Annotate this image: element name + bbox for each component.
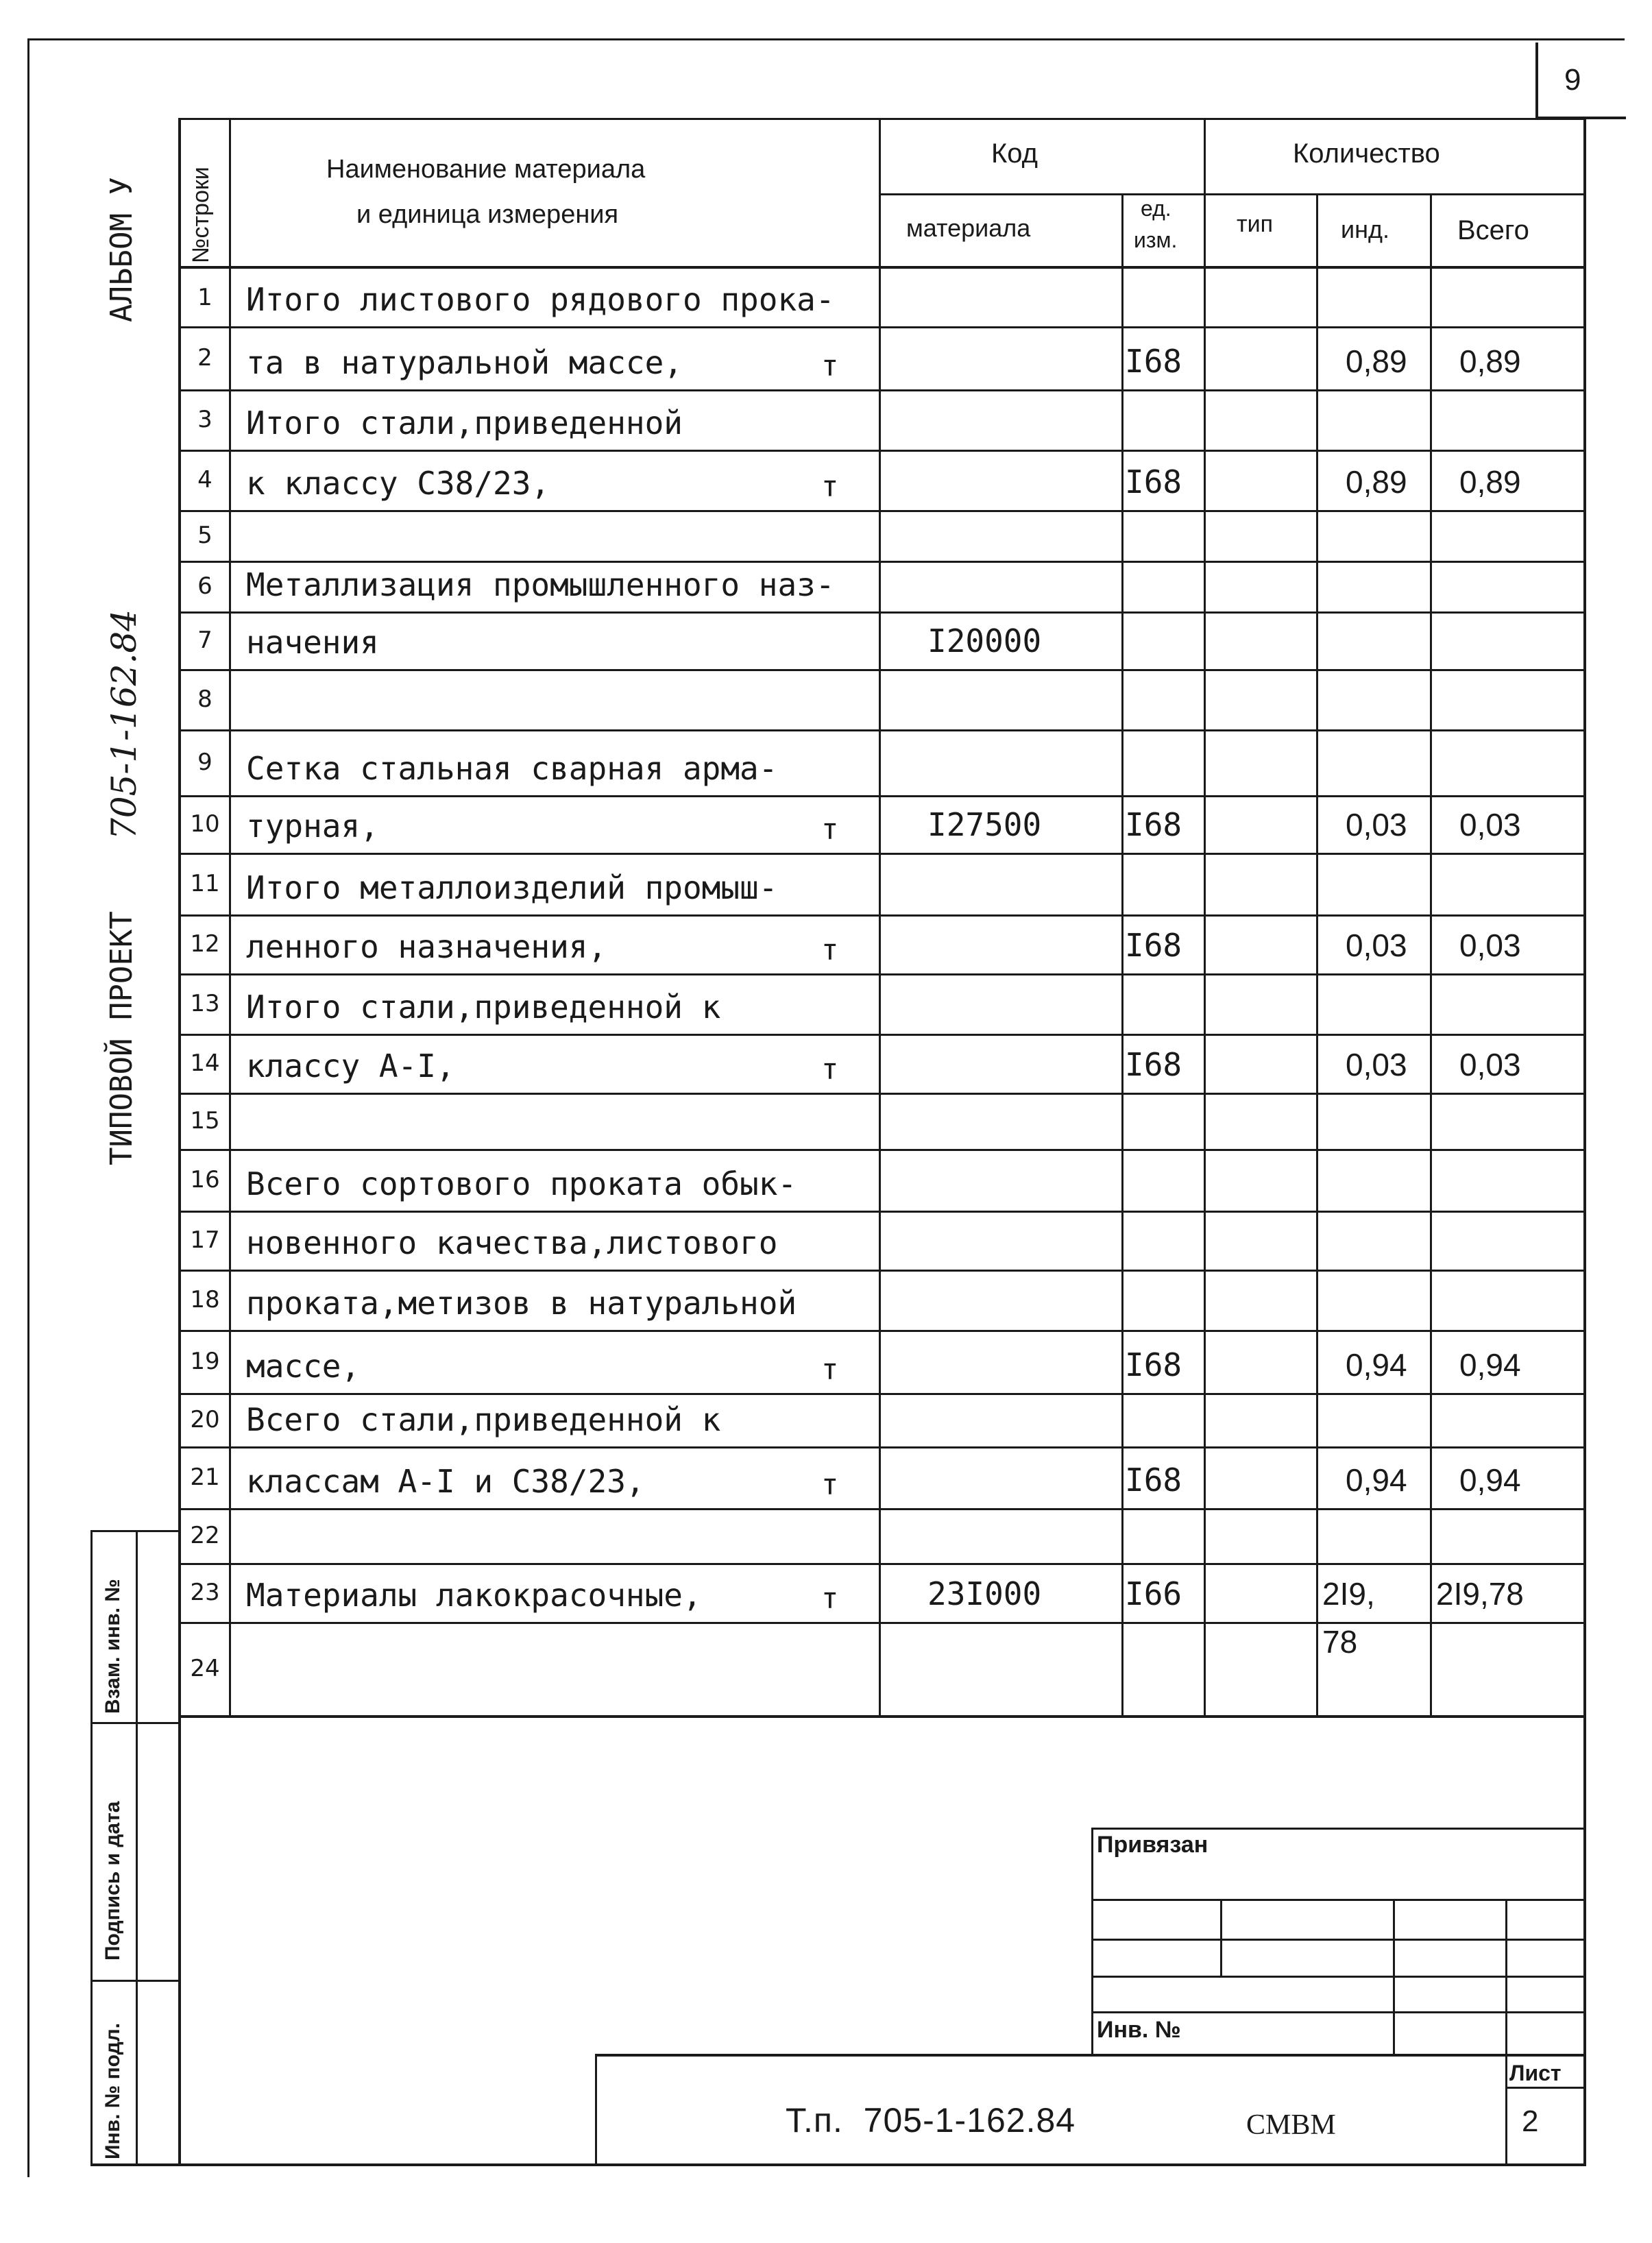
header-row-no: №строки	[188, 167, 214, 263]
unit-code: I68	[1125, 1346, 1182, 1383]
tb-v3	[1505, 1899, 1507, 2055]
tb-h3	[1091, 1976, 1585, 1978]
qty-total: 0,94	[1459, 1347, 1521, 1383]
row-number: 10	[190, 810, 220, 838]
qty-ind: 2I9,	[1322, 1576, 1375, 1612]
header-unit-line1: ед.	[1141, 196, 1171, 221]
table-row-line	[178, 510, 1585, 512]
table-row-line	[178, 1508, 1585, 1510]
tb-h2	[1091, 1939, 1585, 1941]
material-name: массе,	[246, 1348, 361, 1385]
list-label: Лист	[1509, 2061, 1562, 2085]
row-number: 5	[197, 522, 212, 549]
stamp-col-right	[136, 1530, 138, 2166]
material-name: начения	[246, 624, 379, 661]
material-name: Итого металлоизделий промыш-	[246, 869, 778, 906]
album-label: АЛЬБОМ У	[104, 177, 139, 322]
unit-t: т	[821, 1468, 839, 1501]
qty-total: 0,89	[1459, 464, 1521, 500]
tb-list-div	[1505, 2087, 1585, 2089]
qty-total: 0,03	[1459, 807, 1521, 842]
row-number: 21	[190, 1464, 220, 1491]
material-name: Металлизация промышленного наз-	[246, 566, 835, 603]
material-name: ленного назначения,	[246, 928, 607, 965]
tb-main-top	[595, 2054, 1585, 2057]
qty-ind: 0,89	[1346, 464, 1407, 500]
unit-t: т	[821, 349, 839, 383]
page-number: 9	[1564, 63, 1581, 97]
row-number: 11	[190, 870, 220, 897]
row-number: 18	[190, 1286, 220, 1313]
qty-total: 2I9,78	[1436, 1576, 1524, 1612]
qty-ind: 0,94	[1346, 1462, 1407, 1498]
qty-total: 0,89	[1459, 343, 1521, 379]
qty-total: 0,03	[1459, 1047, 1521, 1082]
unit-t: т	[821, 1052, 839, 1086]
row-number: 23	[190, 1579, 220, 1606]
stamp-col-top	[90, 1530, 180, 1532]
table-row-line	[178, 1093, 1585, 1095]
table-row-line	[178, 611, 1585, 614]
row-number: 9	[197, 749, 212, 776]
header-material: материала	[906, 214, 1031, 242]
header-vsego: Всего	[1457, 215, 1529, 245]
tbl-h-top	[178, 118, 1585, 120]
row-number: 15	[190, 1107, 220, 1135]
material-name: турная,	[246, 808, 379, 845]
material-name: Итого стали,приведенной к	[246, 989, 721, 1026]
row-number: 8	[197, 686, 212, 713]
doc-code: Т.п. 705-1-162.84	[786, 2101, 1076, 2139]
unit-code: I66	[1125, 1575, 1182, 1612]
podpis-data-label: Подпись и дата	[101, 1801, 124, 1961]
header-name-line1: Наименование материала	[326, 155, 646, 184]
frame-top	[27, 38, 1625, 40]
header-kod: Код	[991, 138, 1038, 169]
unit-t: т	[821, 470, 839, 503]
unit-t: т	[821, 933, 839, 967]
frame-bottom	[90, 2163, 1585, 2166]
header-name-line2: и единица измерения	[356, 200, 619, 229]
inv-no-label: Инв. №	[1097, 2017, 1181, 2043]
row-number: 2	[197, 344, 212, 372]
unit-code: I68	[1125, 343, 1182, 380]
row-number: 19	[190, 1348, 220, 1375]
stamp-col-div2	[90, 1980, 180, 1982]
material-code: I27500	[927, 806, 1042, 843]
tbl-v-3	[1121, 193, 1123, 1718]
qty-ind: 0,03	[1346, 1047, 1407, 1082]
tb-privyazan-left	[1091, 1828, 1093, 2055]
table-row-line	[178, 669, 1585, 671]
material-name: классам А-I и С38/23,	[246, 1463, 645, 1500]
material-code: 23I000	[927, 1575, 1042, 1612]
material-name: новенного качества,листового	[246, 1224, 778, 1261]
project-label: ТИПОВОЙ ПРОЕКТ	[104, 911, 139, 1165]
row-number: 6	[197, 572, 212, 600]
project-code-handwritten: 705-1-162.84	[104, 609, 144, 840]
material-name: Материалы лакокрасочные,	[246, 1577, 702, 1614]
inv-podl-label: Инв. № подл.	[101, 2022, 124, 2159]
qty-ind: 0,03	[1346, 807, 1407, 842]
list-number: 2	[1522, 2105, 1539, 2138]
material-name: Сетка стальная сварная арма-	[246, 750, 778, 787]
unit-code: I68	[1125, 927, 1182, 964]
header-tip: тип	[1237, 211, 1273, 237]
tb-v1	[1220, 1899, 1222, 1976]
header-unit-line2: изм.	[1134, 228, 1178, 252]
row-number: 17	[190, 1226, 220, 1254]
unit-t: т	[821, 812, 839, 846]
unit-code: I68	[1125, 1462, 1182, 1499]
tb-h1	[1091, 1899, 1585, 1901]
tbl-v-4	[1204, 118, 1206, 1718]
table-row-line	[178, 1622, 1585, 1624]
material-name: проката,метизов в натуральной	[246, 1285, 797, 1322]
tbl-v-5	[1316, 193, 1318, 1718]
header-ind: инд.	[1341, 215, 1389, 243]
row-number: 20	[190, 1406, 220, 1433]
material-name: к классу С38/23,	[246, 465, 550, 502]
row-number: 7	[197, 627, 212, 654]
unit-code: I68	[1125, 1046, 1182, 1083]
unit-code: I68	[1125, 463, 1182, 500]
doc-mark: СМВМ	[1246, 2109, 1336, 2141]
material-name: Итого листового рядового прока-	[246, 281, 835, 318]
vzam-inv-label: Взам. инв. №	[101, 1579, 124, 1714]
row-number: 13	[190, 990, 220, 1017]
qty-total: 0,03	[1459, 927, 1521, 963]
row-number: 3	[197, 406, 212, 433]
material-name: Всего сортового проката обык-	[246, 1165, 797, 1202]
material-name: та в натуральной массе,	[246, 344, 683, 381]
tbl-v-6	[1430, 193, 1432, 1718]
row-number: 24	[190, 1655, 220, 1682]
tbl-h-end	[178, 1715, 1585, 1718]
qty-ind: 0,03	[1346, 927, 1407, 963]
header-kolichestvo: Количество	[1293, 138, 1440, 169]
unit-t: т	[821, 1581, 839, 1615]
row-number: 4	[197, 466, 212, 494]
row-number: 22	[190, 1522, 220, 1549]
tb-h4	[1091, 2011, 1585, 2013]
stamp-col-div1	[90, 1722, 180, 1724]
tb-main-left	[595, 2054, 597, 2166]
tb-v2	[1393, 1899, 1395, 2055]
row-number: 16	[190, 1166, 220, 1193]
tbl-v-2	[879, 118, 881, 1718]
qty-ind: 0,89	[1346, 343, 1407, 379]
material-code: I20000	[927, 622, 1042, 659]
material-name: классу А-I,	[246, 1047, 455, 1084]
row-number: 1	[197, 284, 212, 311]
unit-t: т	[821, 1353, 839, 1386]
qty-ind: 0,94	[1346, 1347, 1407, 1383]
tb-list-left	[1505, 2054, 1507, 2166]
page-corner-vline	[1535, 43, 1538, 118]
stamp-col-left	[90, 1530, 93, 2166]
privyazan-label: Привязан	[1097, 1832, 1208, 1858]
tbl-v-1	[229, 118, 231, 1718]
tbl-h-sub	[879, 193, 1585, 195]
row-number: 12	[190, 930, 220, 958]
row-number: 14	[190, 1050, 220, 1077]
qty-total: 0,94	[1459, 1462, 1521, 1498]
frame-left	[27, 38, 29, 2177]
unit-code: I68	[1125, 806, 1182, 843]
material-name: Итого стали,приведенной	[246, 404, 683, 441]
tb-privyazan-top	[1091, 1828, 1585, 1830]
qty-ind: 78	[1322, 1624, 1358, 1660]
frame-right	[1583, 118, 1586, 2166]
material-name: Всего стали,приведенной к	[246, 1401, 721, 1438]
